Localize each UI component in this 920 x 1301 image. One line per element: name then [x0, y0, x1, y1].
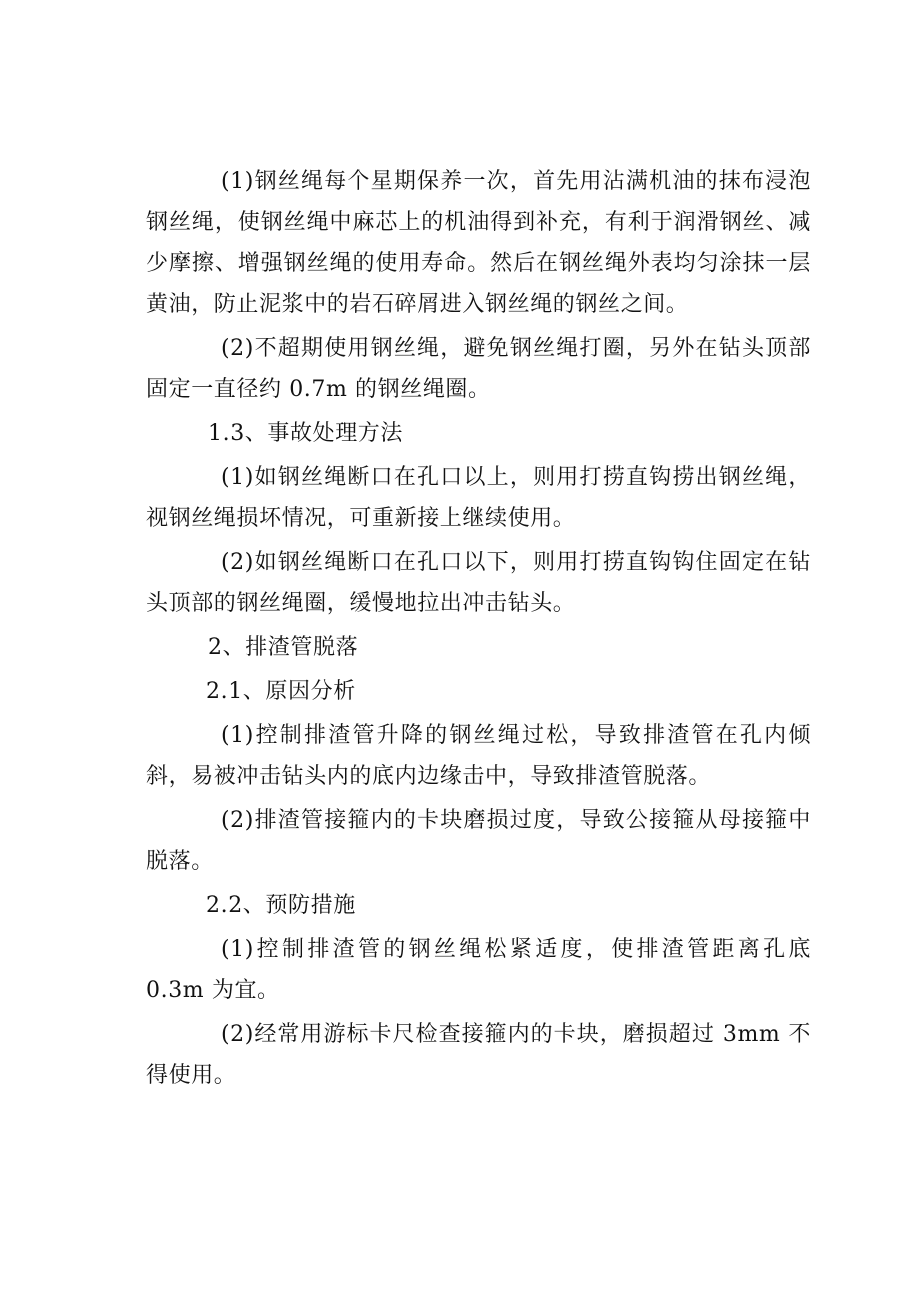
heading-prevention-measures: 2.2、预防措施 — [206, 893, 356, 918]
heading-cause-analysis: 2.1、原因分析 — [206, 679, 356, 704]
heading-accident-handling: 1.3、事故处理方法 — [208, 421, 403, 446]
document-body — [146, 161, 811, 1099]
paragraph-break-below-hole: (2)如钢丝绳断口在孔口以下，则用打捞直钩钩住固定在钻头顶部的钢丝绳圈，缓慢地拉出冲击钻头。 — [146, 550, 811, 616]
heading-slag-pipe-detach: 2、排渣管脱落 — [208, 635, 359, 660]
paragraph-prevention-inspection: (2)经常用游标卡尺检查接箍内的卡块，磨损超过 3mm 不得使用。 — [146, 1022, 811, 1088]
paragraph-prevention-tension: (1)控制排渣管的钢丝绳松紧适度，使排渣管距离孔底 0.3m 为宜。 — [146, 937, 811, 1003]
paragraph-break-above-hole: (1)如钢丝绳断口在孔口以上，则用打捞直钩捞出钢丝绳，视钢丝绳损坏情况，可重新接上继续使用。 — [146, 465, 811, 531]
paragraph-wire-rope-maintenance: (1)钢丝绳每个星期保养一次，首先用沾满机油的抹布浸泡钢丝绳，使钢丝绳中麻芯上的机油得到补充，有利于润滑钢丝、减少摩擦、增强钢丝绳的使用寿命。然后在钢丝绳外表均匀涂抹一层黄油，防止泥浆中的岩石碎屑进入钢丝绳的钢丝之间。 — [146, 169, 811, 317]
paragraph-wire-rope-usage: (2)不超期使用钢丝绳，避免钢丝绳打圈，另外在钻头顶部固定一直径约 0.7m 的钢丝绳圈。 — [146, 336, 811, 402]
paragraph-cause-worn-block: (2)排渣管接箍内的卡块磨损过度，导致公接箍从母接箍中脱落。 — [146, 808, 811, 874]
paragraph-cause-loose-rope: (1)控制排渣管升降的钢丝绳过松，导致排渣管在孔内倾斜，易被冲击钻头内的底内边缘击中，导致排渣管脱落。 — [146, 723, 811, 789]
